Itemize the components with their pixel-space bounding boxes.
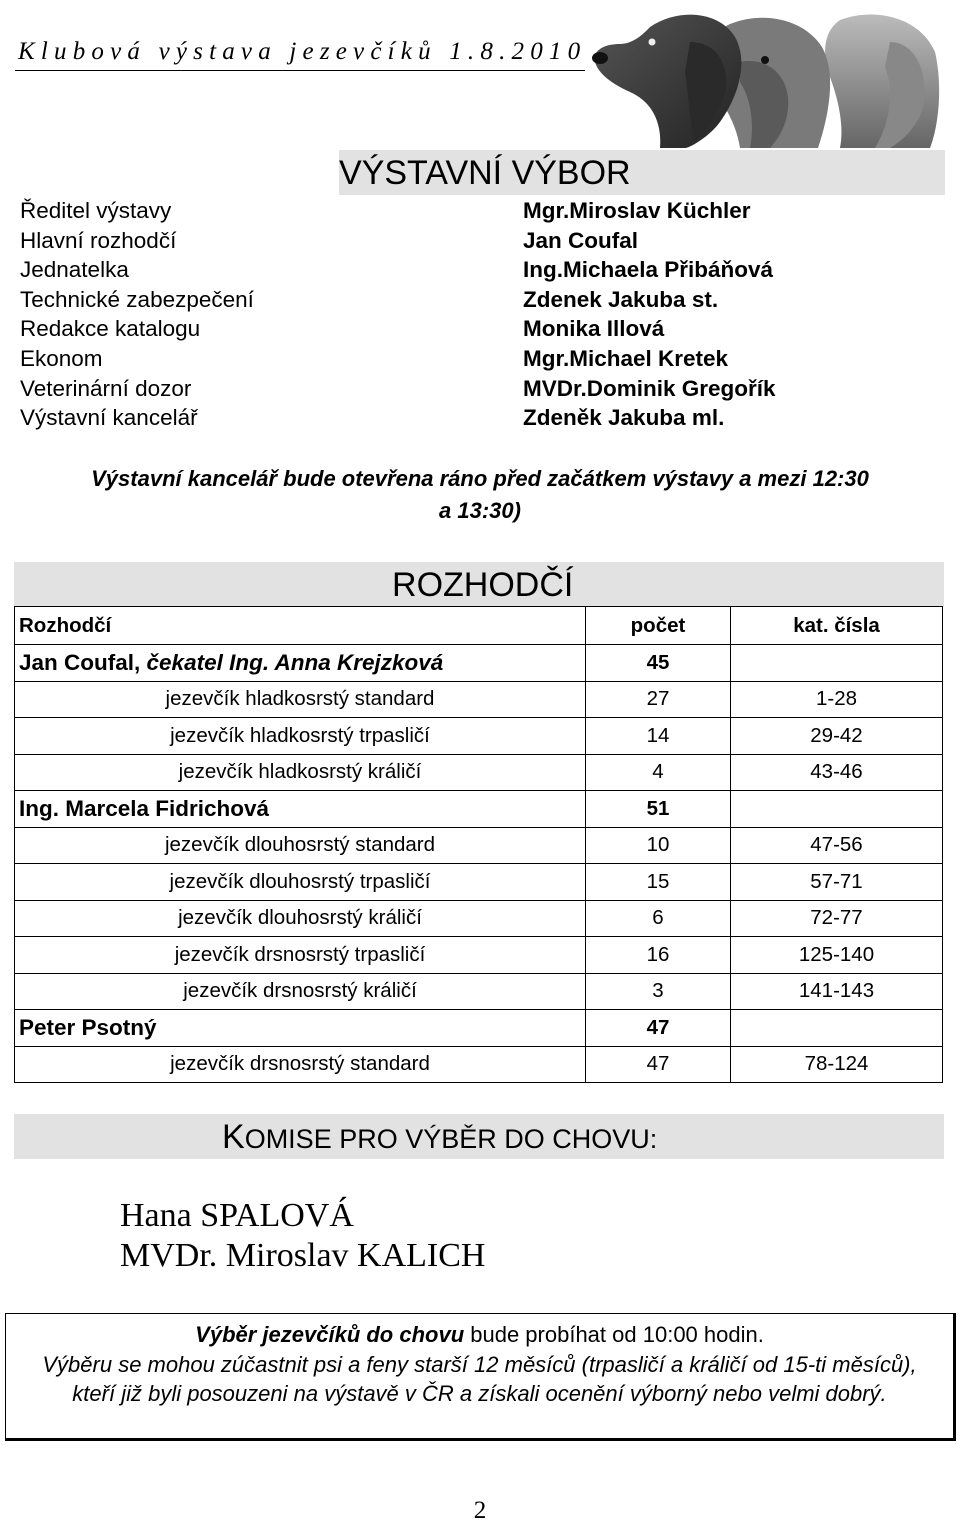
committee-member-name: Zdenek Jakuba st. bbox=[523, 286, 719, 312]
breed-numbers: 141-143 bbox=[731, 973, 943, 1010]
breed-numbers: 78-124 bbox=[731, 1046, 943, 1083]
commission-members bbox=[120, 1196, 485, 1276]
judge-total-count: 47 bbox=[586, 1010, 731, 1047]
committee-member-name: Zdeněk Jakuba ml. bbox=[523, 405, 725, 431]
breed-count: 10 bbox=[586, 827, 731, 864]
breed-row bbox=[15, 937, 943, 974]
breed-breed: jezevčík drsnosrstý trpasličí bbox=[15, 937, 586, 974]
col-count-header: počet bbox=[586, 607, 731, 645]
judge-total-count: 51 bbox=[586, 791, 731, 828]
selection-line-1: Výběr jezevčíků do chovu bude probíhat od 10:00 hodin. bbox=[195, 1322, 764, 1347]
committee-role: Hlavní rozhodčí bbox=[20, 227, 177, 253]
committee-role: Redakce katalogu bbox=[20, 316, 201, 342]
judge-row bbox=[15, 1010, 943, 1047]
dachshund-heads-illustration bbox=[590, 2, 945, 150]
commission-member: Hana SPALOVÁ bbox=[120, 1197, 354, 1234]
col-numbers-header: kat. čísla bbox=[731, 607, 943, 645]
breed-count: 14 bbox=[586, 718, 731, 755]
judge-total-count: 45 bbox=[586, 645, 731, 682]
breed-row bbox=[15, 681, 943, 718]
page-number: 2 bbox=[473, 1497, 487, 1524]
judge-name bbox=[15, 645, 586, 682]
page-header-title: Klubová výstava jezevčíků 1.8.2010 bbox=[18, 38, 587, 65]
committee-member-name: MVDr.Dominik Gregořík bbox=[523, 375, 776, 401]
breed-breed: jezevčík hladkosrstý králičí bbox=[15, 754, 586, 791]
office-hours-line-2: a 13:30) bbox=[439, 498, 521, 523]
breed-row bbox=[15, 973, 943, 1010]
committee-roles bbox=[20, 196, 254, 433]
judge-name-text: Jan Coufal, bbox=[19, 649, 147, 675]
breed-count: 16 bbox=[586, 937, 731, 974]
commission-member: MVDr. Miroslav KALICH bbox=[120, 1237, 486, 1274]
office-hours-line-1: Výstavní kancelář bude otevřena ráno před začátkem výstavy a mezi 12:30 bbox=[91, 466, 869, 491]
committee-member-name: Mgr.Miroslav Küchler bbox=[523, 198, 751, 223]
judge-name-text: Ing. Marcela Fidrichová bbox=[19, 795, 270, 821]
judge-numbers-empty bbox=[731, 791, 943, 828]
breed-row bbox=[15, 718, 943, 755]
judge-numbers-empty bbox=[731, 1010, 943, 1047]
breed-breed: jezevčík drsnosrstý králičí bbox=[15, 973, 586, 1010]
header-rule bbox=[15, 70, 585, 71]
trainee-judge-name: čekatel Ing. Anna Krejzková bbox=[146, 649, 444, 675]
committee-role: Výstavní kancelář bbox=[20, 405, 198, 431]
committee-heading: VÝSTAVNÍ VÝBOR bbox=[339, 154, 631, 192]
selection-rest: Výběru se mohou zúčastnit psi a feny starší 12 měsíců (trpasličí a králičí od 15-ti měsíců), kteří již byli posouzeni na výstavě v ČR a získali ocenění výborný nebo velmi dobrý. bbox=[42, 1351, 917, 1406]
breed-count: 47 bbox=[586, 1046, 731, 1083]
breed-count: 15 bbox=[586, 864, 731, 901]
judge-name-text: Peter Psotný bbox=[19, 1014, 157, 1040]
breed-count: 6 bbox=[586, 900, 731, 937]
breed-breed: jezevčík hladkosrstý trpasličí bbox=[15, 718, 586, 755]
breed-row bbox=[15, 754, 943, 791]
breed-row bbox=[15, 900, 943, 937]
judge-name bbox=[15, 1010, 586, 1047]
judge-numbers-empty bbox=[731, 645, 943, 682]
committee-role: Technické zabezpečení bbox=[20, 286, 254, 312]
breed-row bbox=[15, 827, 943, 864]
breed-numbers: 57-71 bbox=[731, 864, 943, 901]
committee-role: Jednatelka bbox=[20, 257, 129, 283]
breed-count: 27 bbox=[586, 681, 731, 718]
committee-member-name: Monika Illová bbox=[523, 316, 665, 342]
breed-count: 4 bbox=[586, 754, 731, 791]
breed-numbers: 125-140 bbox=[731, 937, 943, 974]
breed-breed: jezevčík drsnosrstý standard bbox=[15, 1046, 586, 1083]
breed-numbers: 1-28 bbox=[731, 681, 943, 718]
committee-role: Ekonom bbox=[20, 345, 103, 371]
breed-count: 3 bbox=[586, 973, 731, 1010]
committee-role: Ředitel výstavy bbox=[20, 198, 172, 223]
office-hours-note bbox=[0, 463, 960, 527]
breed-breed: jezevčík dlouhosrstý trpasličí bbox=[15, 864, 586, 901]
breed-numbers: 29-42 bbox=[731, 718, 943, 755]
breed-breed: jezevčík hladkosrstý standard bbox=[15, 681, 586, 718]
breeding-selection-notice bbox=[5, 1313, 956, 1441]
committee-member-name: Mgr.Michael Kretek bbox=[523, 345, 729, 371]
judge-row bbox=[15, 645, 943, 682]
col-judge-header: Rozhodčí bbox=[15, 607, 586, 645]
breed-breed: jezevčík dlouhosrstý standard bbox=[15, 827, 586, 864]
breed-row bbox=[15, 1046, 943, 1083]
commission-heading: KOMISE PRO VÝBĚR DO CHOVU: bbox=[222, 1118, 658, 1156]
judges-table-header bbox=[15, 607, 943, 645]
breed-numbers: 47-56 bbox=[731, 827, 943, 864]
breed-numbers: 72-77 bbox=[731, 900, 943, 937]
breed-row bbox=[15, 864, 943, 901]
committee-member-name: Jan Coufal bbox=[523, 227, 639, 253]
judges-heading: ROZHODČÍ bbox=[392, 566, 574, 604]
judges-table bbox=[14, 606, 943, 1083]
breed-numbers: 43-46 bbox=[731, 754, 943, 791]
judge-row bbox=[15, 791, 943, 828]
judge-name bbox=[15, 791, 586, 828]
breed-breed: jezevčík dlouhosrstý králičí bbox=[15, 900, 586, 937]
committee-member-name: Ing.Michaela Přibáňová bbox=[523, 257, 774, 283]
committee-role: Veterinární dozor bbox=[20, 375, 192, 401]
committee-names bbox=[523, 196, 776, 433]
